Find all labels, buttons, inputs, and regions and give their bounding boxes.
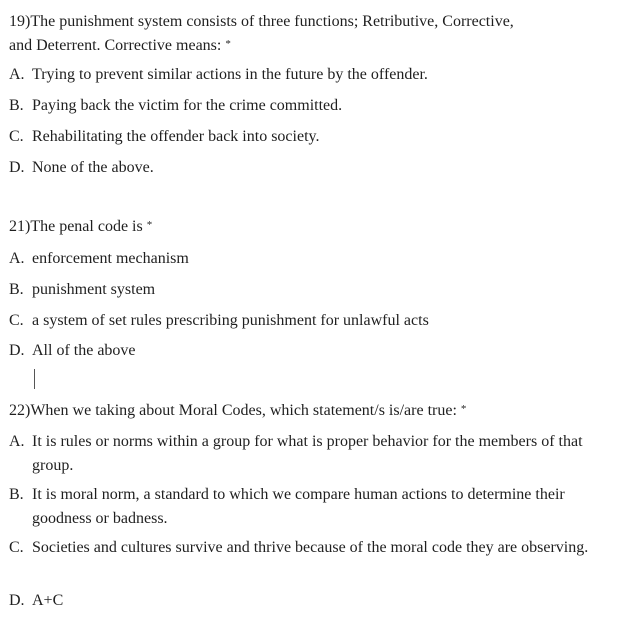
option-a[interactable] xyxy=(9,247,609,271)
option-letter: A. xyxy=(9,66,25,83)
option-letter: B. xyxy=(9,486,24,503)
option-text: a system of set rules prescribing punishment for unlawful acts xyxy=(32,312,429,329)
option-text: None of the above. xyxy=(32,159,154,176)
option-letter: D. xyxy=(9,342,25,359)
option-a[interactable] xyxy=(9,430,609,478)
option-d[interactable] xyxy=(9,589,609,613)
required-marker: * xyxy=(225,38,231,50)
option-letter: B. xyxy=(9,97,24,114)
question-prompt-line: 21)The penal code is * xyxy=(9,218,153,235)
option-b[interactable] xyxy=(9,483,609,531)
required-marker: * xyxy=(146,219,153,231)
option-letter: C. xyxy=(9,128,24,145)
option-d[interactable] xyxy=(9,339,609,363)
option-c[interactable] xyxy=(9,125,609,149)
option-text: It is rules or norms within a group for what is proper behavior for the members of that group. xyxy=(32,433,583,474)
option-text: A+C xyxy=(32,592,64,609)
option-text: Rehabilitating the offender back into society. xyxy=(32,128,320,145)
option-text: Trying to prevent similar actions in the future by the offender. xyxy=(32,66,428,83)
option-text: Societies and cultures survive and thrive because of the moral code they are observing. xyxy=(32,539,589,556)
option-c[interactable] xyxy=(9,536,609,560)
option-b[interactable] xyxy=(9,94,609,118)
option-text: punishment system xyxy=(32,281,156,298)
option-letter: D. xyxy=(9,159,25,176)
option-letter: C. xyxy=(9,312,24,329)
option-text: enforcement mechanism xyxy=(32,250,189,267)
text-cursor xyxy=(34,369,35,389)
question-prompt-line: and Deterrent. Corrective means: * xyxy=(9,37,231,54)
option-letter: B. xyxy=(9,281,24,298)
option-a[interactable] xyxy=(9,63,609,87)
option-letter: C. xyxy=(9,539,24,556)
option-letter: A. xyxy=(9,433,25,450)
option-letter: A. xyxy=(9,250,25,267)
option-b[interactable] xyxy=(9,278,609,302)
option-letter: D. xyxy=(9,592,25,609)
question-prompt-line: 22)When we taking about Moral Codes, which statement/s is/are true: * xyxy=(9,402,467,419)
option-c[interactable] xyxy=(9,309,609,333)
option-text: All of the above xyxy=(32,342,136,359)
option-text: Paying back the victim for the crime committed. xyxy=(32,97,343,114)
option-d[interactable] xyxy=(9,156,609,180)
required-marker: * xyxy=(460,403,467,415)
option-text: It is moral norm, a standard to which we compare human actions to determine their goodness or badness. xyxy=(32,486,565,527)
question-prompt-line: 19)The punishment system consists of three functions; Retributive, Corrective, xyxy=(9,13,514,30)
